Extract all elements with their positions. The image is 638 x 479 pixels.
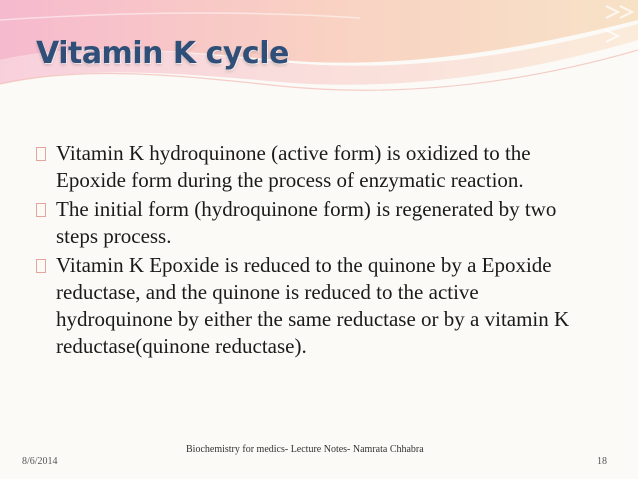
bullet-marker-icon [36,259,46,273]
bullet-text: Vitamin K Epoxide is reduced to the quinone by a Epoxide reductase, and the quinone is reduced to the active hydroquinone by either the same reductase or by a vitamin K reductase(quinone reductase). [56,253,570,358]
footer-date: 8/6/2014 [22,456,58,467]
bullet-marker-icon [36,147,46,161]
bullet-list [36,140,592,362]
slide-title: Vitamin K cycle [36,36,289,71]
bullet-text: The initial form (hydroquinone form) is regenerated by two steps process. [56,197,557,248]
bullet-marker-icon [36,203,46,217]
footer-source: Biochemistry for medics- Lecture Notes- Namrata Chhabra [186,444,424,455]
bullet-item [36,196,592,250]
bullet-text: Vitamin K hydroquinone (active form) is oxidized to the Epoxide form during the process of enzymatic reaction. [56,141,531,192]
bullet-item [36,252,592,360]
bullet-item [36,140,592,194]
page-number: 18 [597,456,607,467]
